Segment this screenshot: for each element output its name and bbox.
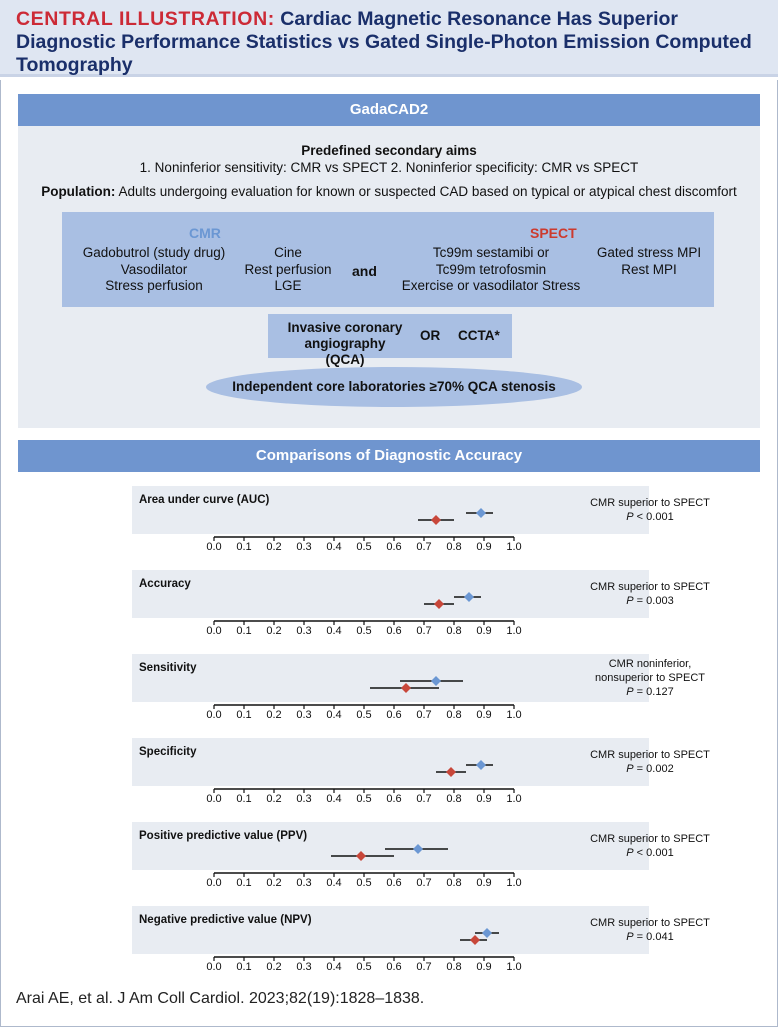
x-tick-label: 0.9: [476, 709, 492, 721]
x-tick-label: 0.3: [296, 541, 312, 553]
aims-block: [18, 142, 760, 176]
x-tick-label: 0.7: [416, 877, 432, 889]
x-tick-label: 1.0: [506, 709, 522, 721]
x-tick-label: 0.5: [356, 793, 372, 805]
citation: Arai AE, et al. J Am Coll Cardiol. 2023;82(19):1828–1838.: [16, 990, 425, 1007]
x-tick-label: 0.4: [326, 877, 342, 889]
and-connector: and: [352, 263, 377, 279]
study-name-bar: GadaCAD2: [18, 94, 760, 126]
cmr-item: Rest perfusion: [244, 261, 332, 277]
title-lead: CENTRAL ILLUSTRATION:: [16, 8, 275, 30]
result-text: [561, 748, 739, 776]
invasive-angiography: Invasive coronary angiography (QCA): [287, 320, 403, 367]
x-tick-label: 0.7: [416, 961, 432, 973]
result-line: CMR superior to SPECT: [590, 581, 710, 593]
x-tick-label: 1.0: [506, 625, 522, 637]
x-tick-label: 1.0: [506, 793, 522, 805]
cmr-item: Vasodilator: [120, 261, 188, 277]
metric-name: Area under curve (AUC): [139, 494, 270, 506]
x-tick-label: 0.5: [356, 541, 372, 553]
result-text: [561, 832, 739, 860]
title-text: Cardiac Magnetic Resonance Has Superior Diagnostic Performance Statistics vs Gated Single-Photon Emission Computed Tomography: [16, 8, 752, 76]
x-tick-label: 0.3: [296, 793, 312, 805]
x-tick-label: 0.8: [446, 541, 462, 553]
x-tick-label: 0.6: [386, 877, 402, 889]
metric-name: Positive predictive value (PPV): [139, 830, 308, 842]
p-value: P < 0.001: [626, 511, 674, 523]
spect-item: Tc99m sestamibi or: [432, 245, 550, 260]
aims-text: 1. Noninferior sensitivity: CMR vs SPECT 2. Noninferior specificity: CMR vs SPECT: [139, 160, 639, 175]
metric-name: Specificity: [139, 746, 197, 758]
result-text: [561, 916, 739, 944]
x-tick-label: 1.0: [506, 961, 522, 973]
x-tick-label: 0.0: [206, 877, 222, 889]
cmr-protocol: [70, 245, 238, 295]
x-tick-label: 0.9: [476, 877, 492, 889]
p-value: P = 0.003: [626, 595, 674, 607]
cmr-item: Gadobutrol (study drug): [82, 245, 226, 260]
x-tick-label: 0.6: [386, 961, 402, 973]
result-line: CMR superior to SPECT: [590, 917, 710, 929]
x-tick-label: 0.1: [236, 625, 252, 637]
x-tick-label: 0.5: [356, 625, 372, 637]
x-tick-label: 0.3: [296, 961, 312, 973]
x-tick-label: 1.0: [506, 541, 522, 553]
p-value: P = 0.002: [626, 763, 674, 775]
page-title: [16, 8, 764, 77]
x-tick-label: 0.0: [206, 625, 222, 637]
aims-heading: Predefined secondary aims: [301, 143, 477, 158]
x-tick-label: 0.5: [356, 961, 372, 973]
cmr-item: Cine: [274, 245, 302, 260]
metric-name: Sensitivity: [139, 662, 197, 674]
x-tick-label: 0.0: [206, 793, 222, 805]
p-value: P = 0.041: [626, 931, 674, 943]
spect-imaging: [590, 245, 708, 278]
population-label: Population:: [41, 184, 116, 199]
x-tick-label: 0.2: [266, 709, 282, 721]
x-tick-label: 0.6: [386, 541, 402, 553]
x-tick-label: 0.7: [416, 793, 432, 805]
x-tick-label: 0.4: [326, 793, 342, 805]
x-tick-label: 0.1: [236, 793, 252, 805]
x-tick-label: 0.0: [206, 709, 222, 721]
x-tick-label: 0.0: [206, 961, 222, 973]
cmr-item: LGE: [274, 278, 302, 293]
x-tick-label: 0.0: [206, 541, 222, 553]
x-tick-label: 0.8: [446, 709, 462, 721]
cmr-label: CMR: [189, 225, 221, 241]
x-tick-label: 0.6: [386, 709, 402, 721]
result-text: [561, 496, 739, 524]
cmr-item: Stress perfusion: [105, 278, 203, 293]
spect-item: Tc99m tetrofosmin: [435, 261, 547, 277]
result-line: CMR superior to SPECT: [590, 497, 710, 509]
x-tick-label: 0.8: [446, 625, 462, 637]
x-tick-label: 0.3: [296, 877, 312, 889]
x-tick-label: 0.7: [416, 709, 432, 721]
x-tick-label: 0.1: [236, 961, 252, 973]
metric-name: Negative predictive value (NPV): [139, 914, 312, 926]
result-line: CMR superior to SPECT: [590, 749, 710, 761]
or-connector: OR: [420, 328, 441, 343]
x-tick-label: 0.2: [266, 793, 282, 805]
x-tick-label: 0.4: [326, 625, 342, 637]
spect-item: Rest MPI: [621, 261, 677, 277]
x-tick-label: 0.1: [236, 709, 252, 721]
x-tick-label: 0.9: [476, 625, 492, 637]
header: [0, 0, 778, 77]
x-tick-label: 0.1: [236, 877, 252, 889]
result-text: [561, 580, 739, 608]
x-tick-label: 0.4: [326, 541, 342, 553]
result-text: [561, 657, 739, 699]
x-tick-label: 0.2: [266, 877, 282, 889]
ccta-label: CCTA*: [458, 328, 500, 343]
x-tick-label: 0.5: [356, 877, 372, 889]
spect-protocol: [392, 245, 590, 295]
reference-standard-box: [268, 314, 512, 367]
cmr-sequences: [238, 245, 338, 295]
result-line: CMR superior to SPECT: [590, 833, 710, 845]
x-tick-label: 0.9: [476, 541, 492, 553]
result-line: CMR noninferior,: [608, 658, 692, 670]
x-tick-label: 0.6: [386, 793, 402, 805]
x-tick-label: 0.8: [446, 961, 462, 973]
x-tick-label: 0.7: [416, 541, 432, 553]
x-tick-label: 1.0: [506, 877, 522, 889]
x-tick-label: 0.1: [236, 541, 252, 553]
core-lab-ellipse: Independent core laboratories ≥70% QCA stenosis: [206, 367, 582, 407]
x-tick-label: 0.9: [476, 793, 492, 805]
x-tick-label: 0.3: [296, 709, 312, 721]
x-tick-label: 0.8: [446, 877, 462, 889]
x-tick-label: 0.3: [296, 625, 312, 637]
x-tick-label: 0.2: [266, 541, 282, 553]
population-text: Adults undergoing evaluation for known or suspected CAD based on typical or atypical chest discomfort: [118, 184, 737, 199]
x-tick-label: 0.9: [476, 961, 492, 973]
x-tick-label: 0.6: [386, 625, 402, 637]
spect-item: Gated stress MPI: [596, 245, 702, 260]
population-line: [18, 184, 760, 199]
metric-name: Accuracy: [139, 578, 191, 590]
p-value: P < 0.001: [626, 847, 674, 859]
x-tick-label: 0.4: [326, 961, 342, 973]
x-tick-label: 0.4: [326, 709, 342, 721]
result-line: nonsuperior to SPECT: [594, 672, 706, 684]
x-tick-label: 0.7: [416, 625, 432, 637]
spect-label: SPECT: [530, 225, 577, 241]
p-value: P = 0.127: [626, 686, 674, 698]
x-tick-label: 0.2: [266, 961, 282, 973]
comparisons-bar: Comparisons of Diagnostic Accuracy: [18, 440, 760, 472]
x-tick-label: 0.5: [356, 709, 372, 721]
x-tick-label: 0.8: [446, 793, 462, 805]
spect-item: Exercise or vasodilator Stress: [401, 278, 581, 293]
x-tick-label: 0.2: [266, 625, 282, 637]
